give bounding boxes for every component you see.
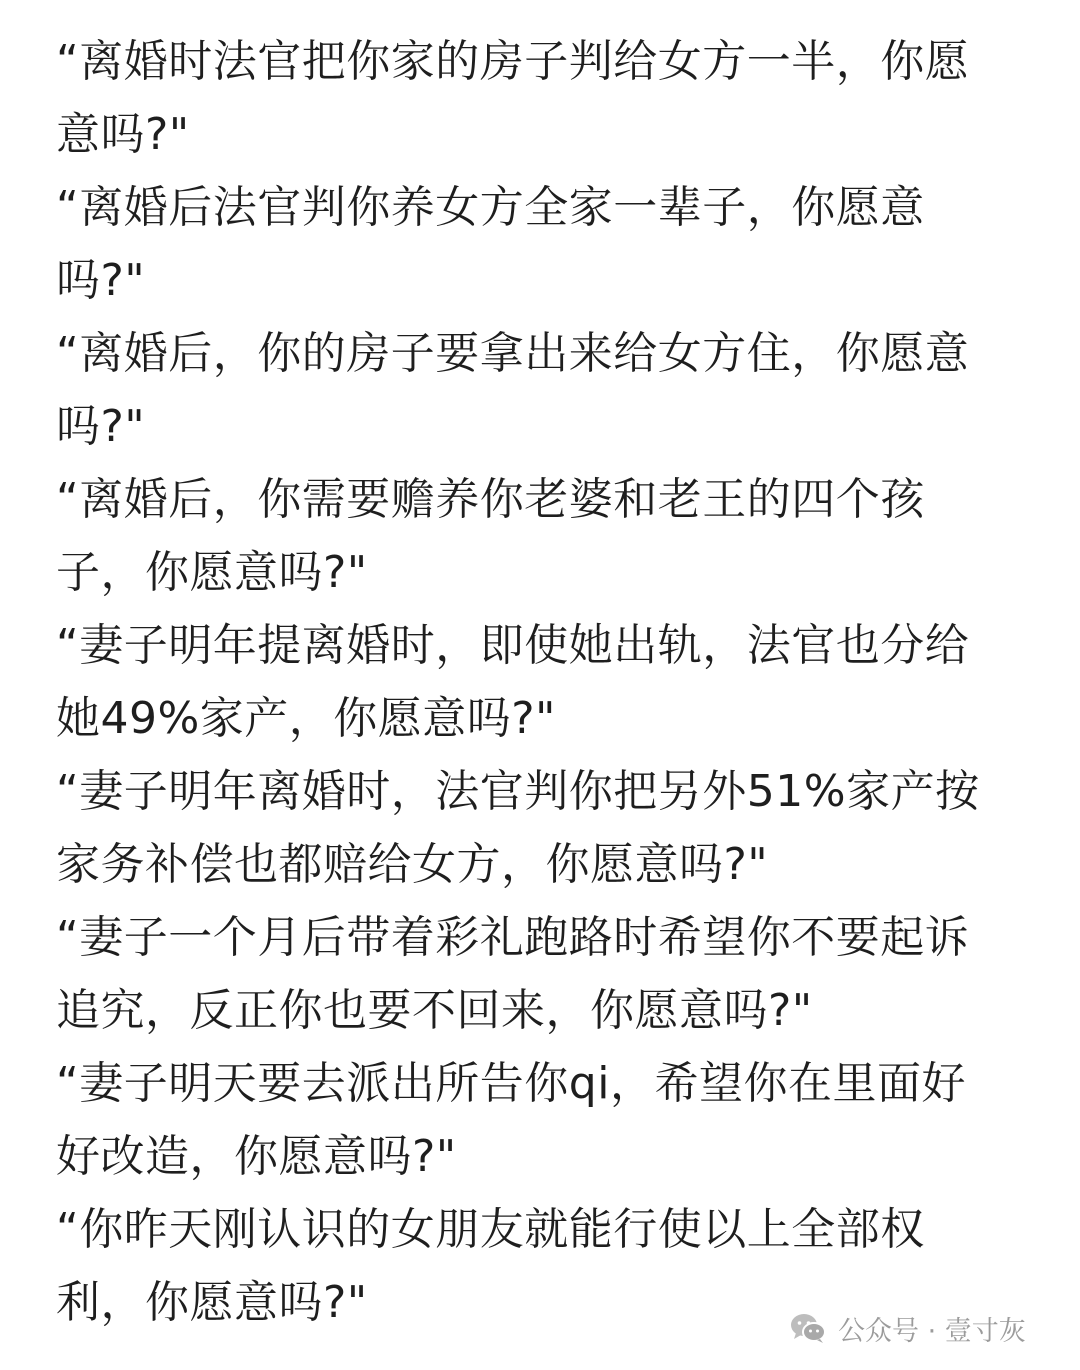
text-line: “你昨天刚认识的女朋友就能行使以上全部权 [56, 1204, 925, 1255]
text-line: “妻子明天要去派出所告你qi，希望你在里面好 [56, 1058, 966, 1109]
text-line: 意吗?" [56, 109, 190, 160]
text-line: “离婚时法官把你家的房子判给女方一半，你愿 [56, 36, 970, 87]
watermark-text: 公众号 · 壹寸灰 [838, 1315, 1026, 1347]
text-line: 好改造，你愿意吗?" [56, 1131, 457, 1182]
text-line: “离婚后，你需要赡养你老婆和老王的四个孩 [56, 474, 925, 525]
text-line: “妻子明年提离婚时，即使她出轨，法官也分给 [56, 620, 970, 671]
text-line: 利，你愿意吗?" [56, 1277, 368, 1328]
text-line: 吗?" [56, 401, 146, 452]
text-line: “离婚后法官判你养女方全家一辈子，你愿意 [56, 182, 925, 233]
text-line: “妻子一个月后带着彩礼跑路时希望你不要起诉 [56, 912, 970, 963]
text-line: “妻子明年离婚时，法官判你把另外51%家产按 [56, 766, 980, 817]
text-line: 吗?" [56, 255, 146, 306]
text-line: “离婚后，你的房子要拿出来给女方住，你愿意 [56, 328, 970, 379]
text-line: 家务补偿也都赔给女方，你愿意吗?" [56, 839, 769, 890]
watermark [788, 1306, 1026, 1350]
text-line: 追究，反正你也要不回来，你愿意吗?" [56, 985, 813, 1036]
text-line: 子，你愿意吗?" [56, 547, 368, 598]
wechat-icon [788, 1308, 828, 1348]
text-line: 她49%家产，你愿意吗?" [56, 693, 556, 744]
